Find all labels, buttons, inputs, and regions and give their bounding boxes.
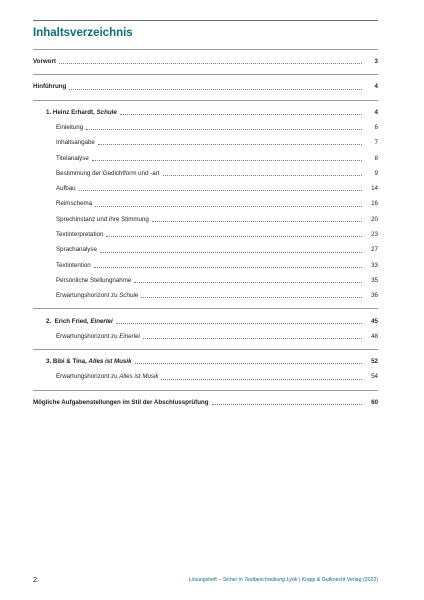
leader-dots — [152, 221, 362, 222]
toc-section-schule — [33, 100, 378, 309]
toc-entry-page: 35 — [371, 276, 378, 284]
leader-dots — [135, 363, 362, 364]
toc-section-vorwort — [33, 49, 378, 74]
leader-dots — [59, 63, 362, 64]
leader-dots — [163, 175, 362, 176]
toc-entry[interactable] — [33, 146, 378, 161]
toc-entry-page: 27 — [371, 246, 378, 254]
toc-entry[interactable] — [33, 391, 378, 406]
leader-dots — [86, 129, 362, 130]
toc-entry[interactable] — [33, 208, 378, 223]
leader-dots — [143, 338, 362, 339]
leader-dots — [161, 379, 362, 380]
toc-entry-label: Reimschema — [56, 201, 95, 207]
toc-entry-page: 4 — [374, 108, 378, 116]
toc-section-aufgaben — [33, 390, 378, 406]
toc-entry-page: 36 — [371, 292, 378, 300]
toc-entry-label: 2. Erich Fried, Einerlei — [46, 319, 116, 325]
leader-dots — [98, 144, 362, 145]
toc-entry-label: Vorwort — [33, 59, 59, 65]
toc-entry-page: 54 — [371, 373, 378, 381]
toc-entry[interactable] — [33, 325, 378, 340]
toc-entry-label: Inhaltsangabe — [56, 140, 98, 146]
toc-entry[interactable] — [33, 254, 378, 269]
toc-entry-page: 14 — [371, 185, 378, 193]
leader-dots — [116, 323, 362, 324]
leader-dots — [79, 190, 362, 191]
footer-title: Sicher in Textbeschreibung Lyrik — [222, 577, 298, 583]
toc-entry-label: Titelanalyse — [56, 156, 92, 162]
toc-entry-page: 7 — [374, 139, 378, 147]
toc-entry-label: 3. Bibi & Tina, Alles ist Musik — [46, 359, 135, 365]
toc-entry-label: Textinterpretation — [56, 232, 106, 238]
toc-entry[interactable] — [33, 116, 378, 131]
toc-entry-page: 4 — [374, 83, 378, 91]
toc-entry-page: 20 — [371, 215, 378, 223]
toc-entry-page: 45 — [371, 317, 378, 325]
toc-entry-page: 3 — [374, 58, 378, 66]
leader-dots — [106, 236, 362, 237]
toc-entry-page: 6 — [374, 123, 378, 131]
toc-entry-label: Mögliche Aufgabenstellungen im Stil der Abschlussprüfung — [33, 400, 212, 406]
leader-dots — [212, 404, 362, 405]
leader-dots — [69, 89, 362, 90]
page-title: Inhaltsverzeichnis — [33, 27, 133, 39]
toc-entry-page: 9 — [374, 169, 378, 177]
toc-entry-page: 23 — [371, 231, 378, 239]
leader-dots — [94, 267, 362, 268]
toc-entry[interactable] — [33, 131, 378, 146]
toc-entry[interactable] — [33, 50, 378, 65]
toc-entry-label: Erwartungshorizont zu Schule — [56, 293, 141, 299]
toc-entry[interactable] — [33, 284, 378, 299]
toc-entry[interactable] — [33, 269, 378, 284]
toc-entry[interactable] — [33, 309, 378, 324]
toc-section-einerlei — [33, 308, 378, 349]
toc-entry-label: Aufbau — [56, 186, 79, 192]
leader-dots — [100, 252, 362, 253]
toc-entry-label: Sprechinstanz und ihre Stimmung — [56, 217, 152, 223]
leader-dots — [95, 206, 362, 207]
toc-entry-page: 60 — [371, 398, 378, 406]
toc-entry-label: 1. Heinz Erhardt, Schule — [46, 110, 120, 116]
leader-dots — [92, 160, 362, 161]
leader-dots — [120, 114, 362, 115]
toc-entry-page: 52 — [371, 358, 378, 366]
toc-entry-label: Einleitung — [56, 125, 86, 131]
toc-section-alles-ist-musik — [33, 349, 378, 390]
toc-entry-label: Persönliche Stellungnahme — [56, 278, 134, 284]
toc-section-hinfuehrung — [33, 74, 378, 99]
toc-entry[interactable] — [33, 365, 378, 380]
page-number: 2 — [33, 575, 38, 584]
page-footer — [33, 574, 378, 584]
toc-entry-label: Textintention — [56, 263, 94, 269]
toc-entry-page: 33 — [371, 261, 378, 269]
toc-entry-label: Sprachanalyse — [56, 247, 100, 253]
leader-dots — [141, 297, 362, 298]
toc-entry-label: Erwartungshorizont zu Einerlei — [56, 334, 143, 340]
top-rule — [33, 20, 378, 21]
toc-entry[interactable] — [33, 162, 378, 177]
toc-entry[interactable] — [33, 350, 378, 365]
toc-entry-page: 48 — [371, 332, 378, 340]
footer-prefix: Lösungsheft – — [188, 577, 223, 583]
toc-entry[interactable] — [33, 75, 378, 90]
toc-entry[interactable] — [33, 223, 378, 238]
toc-entry[interactable] — [33, 177, 378, 192]
table-of-contents — [33, 49, 378, 406]
toc-entry-page: 16 — [371, 200, 378, 208]
toc-entry[interactable] — [33, 192, 378, 207]
toc-entry[interactable] — [33, 238, 378, 253]
toc-entry-label: Erwartungshorizont zu Alles ist Musik — [56, 374, 161, 380]
toc-entry-label: Hinführung — [33, 84, 69, 90]
footer-suffix: | Krapp & Gutknecht Verlag (2022) — [297, 577, 378, 583]
footer-text — [189, 577, 378, 583]
toc-entry-page: 8 — [374, 154, 378, 162]
toc-entry-label: Bestimmung der Gedichtform und -art — [56, 171, 163, 177]
toc-entry[interactable] — [33, 101, 378, 116]
leader-dots — [134, 282, 362, 283]
